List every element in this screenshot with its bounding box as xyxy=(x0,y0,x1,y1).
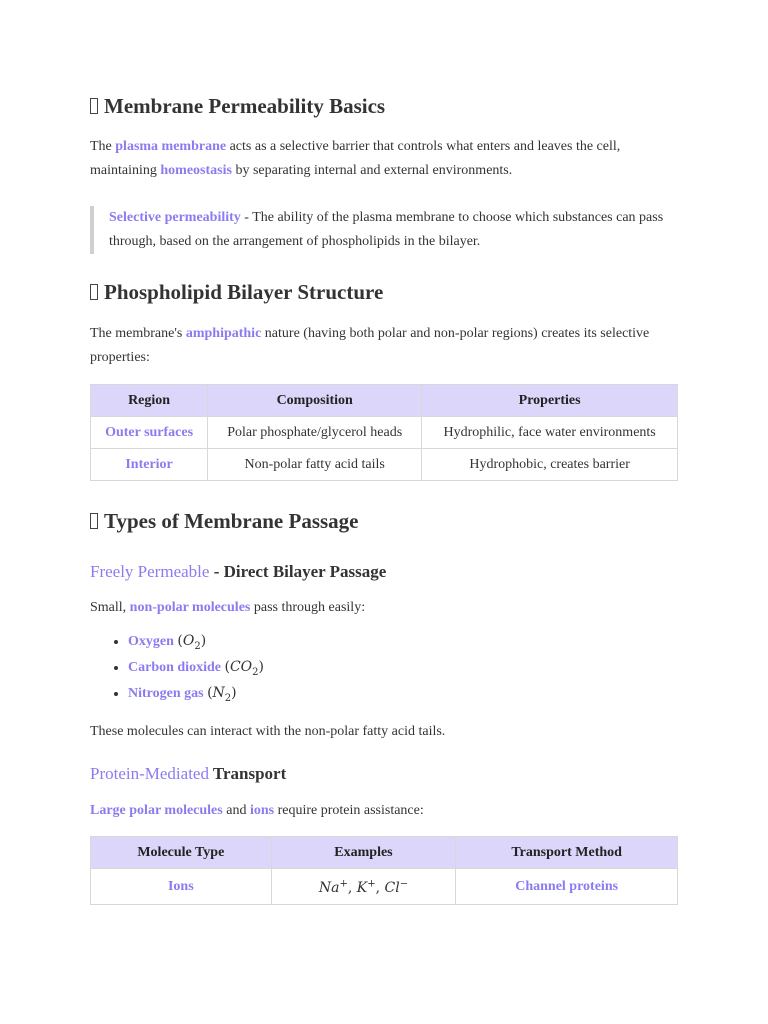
table-header-row xyxy=(91,385,678,417)
bilayer-intro xyxy=(90,322,678,370)
table-row xyxy=(91,417,678,449)
table-cell xyxy=(271,868,456,905)
column-header: Molecule Type xyxy=(91,836,272,868)
formula: $(CO_2)$ xyxy=(224,658,264,678)
formula: $(N_2)$ xyxy=(207,684,237,704)
molecule-name: Carbon dioxide xyxy=(128,659,221,675)
subheading-text: Transport xyxy=(208,764,287,784)
column-header: Region xyxy=(91,385,208,417)
table-cell: Polar phosphate/glycerol heads xyxy=(208,417,422,449)
text: require protein assistance: xyxy=(274,802,424,818)
table-cell: Non-polar fatty acid tails xyxy=(208,449,422,481)
subheading-freely-permeable xyxy=(90,562,678,582)
list-item xyxy=(128,631,678,657)
subheading-highlight: Freely Permeable xyxy=(90,561,210,581)
list-item xyxy=(128,683,678,709)
text: acts as a selective barrier that controls what enters and leaves the cell, maintaining xyxy=(90,139,621,179)
formula: $(O_2)$ xyxy=(177,632,207,652)
term-large-polar-molecules: Large polar molecules xyxy=(90,802,223,818)
subheading-protein-mediated xyxy=(90,764,678,784)
text: and xyxy=(222,802,250,818)
heading-glyph-icon xyxy=(90,284,98,300)
text: nature (having both polar and non-polar regions) creates its selective properties: xyxy=(90,326,650,366)
text: pass through easily: xyxy=(250,599,366,615)
subheading-highlight: Protein-Mediated xyxy=(90,764,209,784)
molecule-list xyxy=(90,631,678,708)
column-header: Composition xyxy=(208,385,422,417)
term-amphipathic: amphipathic xyxy=(185,326,262,342)
protein-table xyxy=(90,836,678,906)
free-note: These molecules can interact with the non-polar fatty acid tails. xyxy=(90,724,446,740)
text: The membrane's xyxy=(90,326,186,342)
section-heading-passage xyxy=(90,509,678,534)
column-header: Examples xyxy=(271,836,456,868)
definition-text: - The ability of the plasma membrane to choose which substances can pass through, based on the arrangement of phospholipids in the bilayer. xyxy=(109,210,664,250)
section-heading-bilayer xyxy=(90,280,678,305)
table-cell: Hydrophobic, creates barrier xyxy=(422,449,678,481)
subheading-text: - Direct Bilayer Passage xyxy=(209,561,387,581)
molecule-name: Oxygen xyxy=(128,633,174,649)
molecule-name: Nitrogen gas xyxy=(128,685,204,701)
text: The xyxy=(90,139,116,155)
section-title: Types of Membrane Passage xyxy=(104,509,359,534)
term-homeostasis: homeostasis xyxy=(160,163,232,179)
free-intro xyxy=(90,596,678,620)
list-item xyxy=(128,657,678,683)
table-cell: Ions xyxy=(91,868,272,905)
table-cell: Hydrophilic, face water environments xyxy=(422,417,678,449)
term-plasma-membrane: plasma membrane xyxy=(115,139,227,155)
intro-paragraph xyxy=(90,135,678,183)
table-header-row xyxy=(91,836,678,868)
section-title: Phospholipid Bilayer Structure xyxy=(104,280,384,305)
table-cell: Outer surfaces xyxy=(91,417,208,449)
text: Small, xyxy=(90,599,130,615)
heading-glyph-icon xyxy=(90,98,98,114)
column-header: Transport Method xyxy=(456,836,678,868)
ion-formulas: Na+, K+, Cl− xyxy=(318,878,409,897)
table-row xyxy=(91,868,678,905)
article xyxy=(90,94,678,905)
table-cell: Interior xyxy=(91,449,208,481)
term-non-polar-molecules: non-polar molecules xyxy=(129,599,251,615)
section-heading-basics xyxy=(90,94,678,119)
text: by separating internal and external environments. xyxy=(231,163,513,179)
section-title: Membrane Permeability Basics xyxy=(104,94,386,118)
heading-glyph-icon xyxy=(90,513,98,529)
table-cell: Channel proteins xyxy=(456,868,678,905)
term-ions: ions xyxy=(249,802,275,818)
table-row xyxy=(91,449,678,481)
column-header: Properties xyxy=(422,385,678,417)
protein-intro xyxy=(90,799,678,823)
bilayer-table xyxy=(90,384,678,481)
definition-blockquote xyxy=(90,206,678,254)
term-selective-permeability: Selective permeability xyxy=(109,210,241,226)
